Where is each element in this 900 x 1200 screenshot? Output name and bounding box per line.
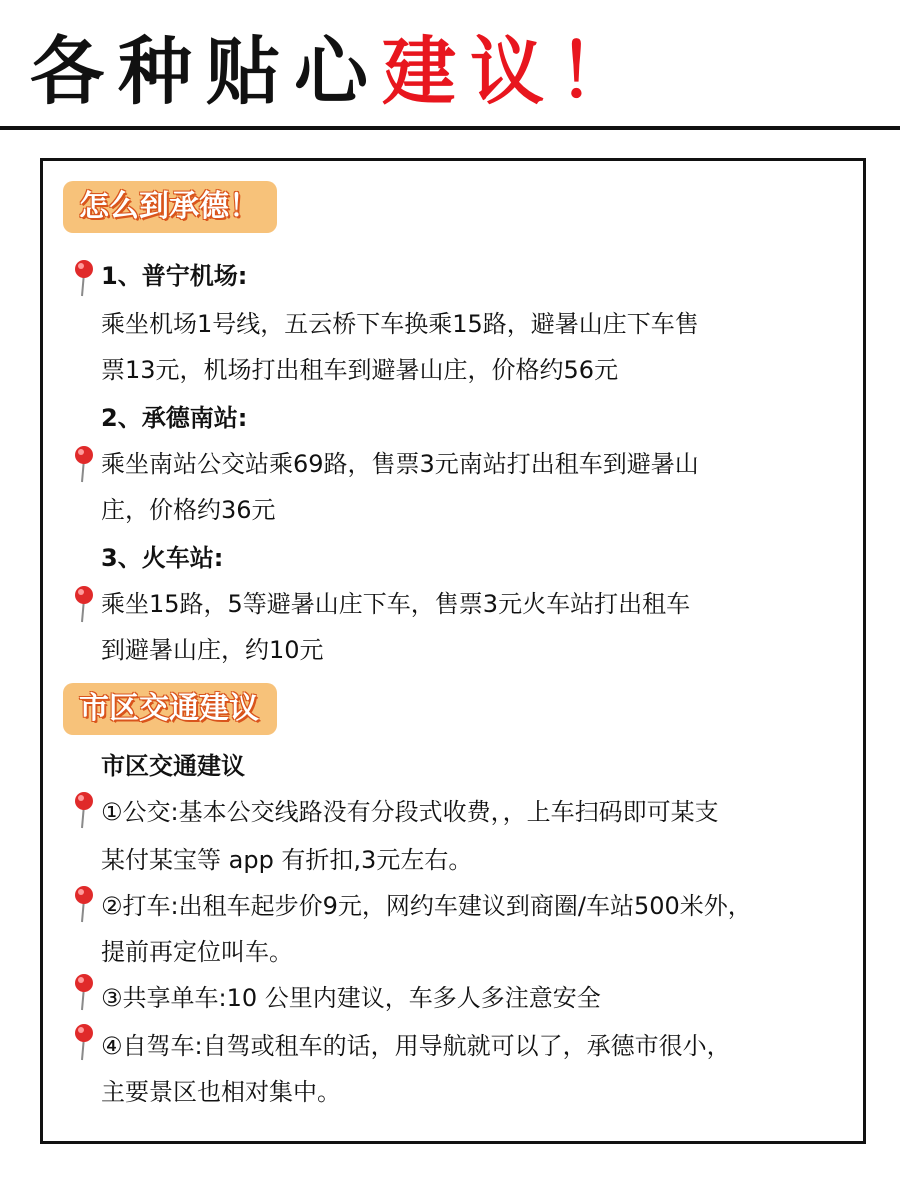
item-text-line: 票13元，机场打出租车到避暑山庄，价格约56元 [101,356,619,384]
item-text-line: 庄，价格约36元 [101,496,276,524]
section-subheading: 市区交通建议 [101,752,245,780]
section-tag-city-transport: 市区交通建议 [63,683,277,735]
map-pin-icon [73,973,95,1011]
item-heading-south-station: 2、承德南站: [101,404,248,432]
map-pin-icon [73,1023,95,1061]
item-text-line: ④自驾车:自驾或租车的话，用导航就可以了，承德市很小， [101,1032,731,1060]
item-text-line: 乘坐机场1号线，五云桥下车换乘15路，避暑山庄下车售 [101,310,699,338]
item-text-line: ②打车:出租车起步价9元，网约车建议到商圈/车站500米外， [101,892,752,920]
map-pin-icon [73,585,95,623]
title-divider [0,126,900,130]
map-pin-icon [73,259,95,297]
advice-card [40,158,866,1144]
map-pin-icon [73,445,95,483]
item-text-line: ③共享单车:10 公里内建议，车多人多注意安全 [101,984,601,1012]
item-text-line: 某付某宝等 app 有折扣,3元左右。 [101,846,473,874]
map-pin-icon [73,885,95,923]
page-title [30,22,646,122]
title-main: 各种贴心 [30,29,382,115]
item-heading-train-station: 3、火车站: [101,544,224,572]
item-text-line: 乘坐南站公交站乘69路，售票3元南站打出租车到避暑山 [101,450,699,478]
map-pin-icon [73,791,95,829]
item-text-line: 主要景区也相对集中。 [101,1078,341,1106]
item-text-line: ①公交:基本公交线路没有分段式收费，，上车扫码即可某支 [101,798,719,826]
item-text-line: 提前再定位叫车。 [101,938,293,966]
title-accent: 建议！ [382,29,646,115]
item-heading-airport: 1、普宁机场: [101,262,248,290]
item-text-line: 到避暑山庄，约10元 [101,636,324,664]
item-text-line: 乘坐15路，5等避暑山庄下车，售票3元火车站打出租车 [101,590,691,618]
section-tag-getting-there: 怎么到承德！ [63,181,277,233]
